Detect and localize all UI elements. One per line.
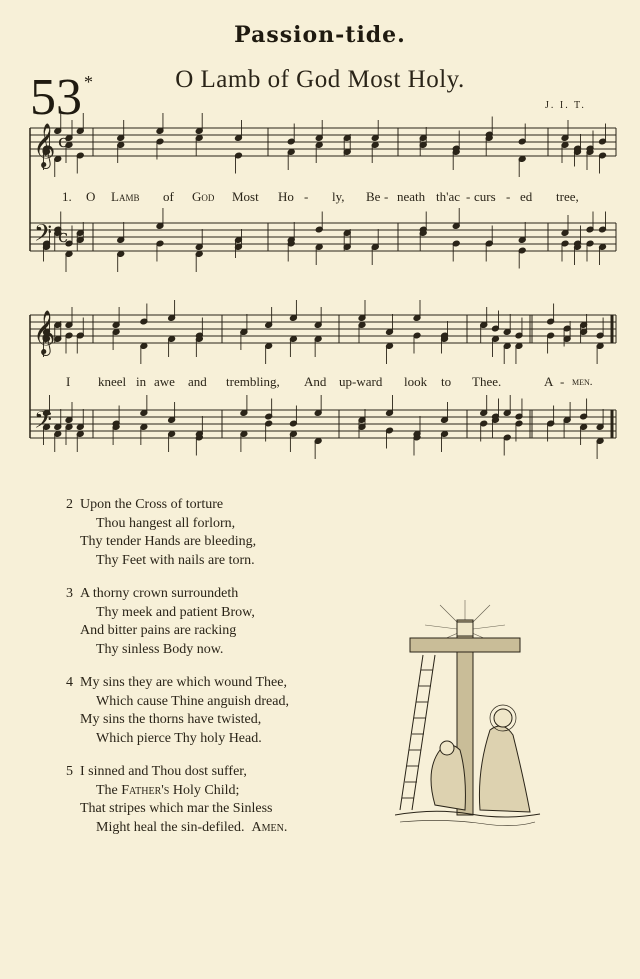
verse-line: Thou hangest all forlorn,: [96, 515, 236, 531]
verse-line: Might heal the sin-defiled. Amen.: [96, 819, 288, 835]
hymn-number-mark: *: [84, 72, 93, 92]
lyric-syllable: O: [86, 189, 96, 204]
lyric-syllable: men.: [572, 376, 593, 388]
verse: [66, 585, 289, 659]
verse-line: Thy sinless Body now.: [96, 641, 224, 657]
lyric-verse-number: 1.: [62, 189, 72, 204]
lyric-syllable: look: [404, 374, 428, 389]
lyric-syllable: to: [441, 374, 452, 389]
verse: [66, 496, 289, 570]
author-initials: J. I. T.: [545, 100, 586, 111]
lyric-syllable: God: [192, 189, 215, 204]
verse-line: 2 Upon the Cross of torture: [66, 496, 289, 515]
verse-line: 5 I sinned and Thou dost suffer,: [66, 763, 289, 782]
lyric-syllable: tree,: [556, 189, 579, 204]
verse-line: 4 My sins they are which wound Thee,: [66, 674, 289, 693]
treble-clef: 𝄞: [33, 310, 56, 354]
lyric-hyphen: -: [384, 189, 389, 204]
verses-block: [66, 496, 289, 852]
lyric-hyphen: -: [560, 374, 565, 389]
verse-number: 3: [66, 586, 73, 601]
lyric-syllable: th'ac: [436, 189, 460, 204]
lyric-syllable: awe: [154, 374, 175, 389]
lyric-syllable: ed: [520, 189, 533, 204]
bass-clef: 𝄢: [34, 219, 53, 252]
bass-clef: 𝄢: [34, 406, 53, 439]
lyric-syllable: in: [136, 374, 147, 389]
verse-line: That stripes which mar the Sinless: [80, 801, 273, 816]
music-score: [0, 0, 640, 480]
verse-line: The Father's Holy Child;: [96, 782, 240, 798]
verse-number: 2: [66, 497, 73, 512]
lyric-syllable: kneel: [98, 374, 127, 389]
lyric-hyphen: -: [466, 189, 471, 204]
lyric-syllable: And: [304, 374, 327, 389]
verse-number: 4: [66, 675, 73, 690]
lyric-syllable: curs: [474, 189, 496, 204]
crucifix-with-kneeling-figures-icon: [395, 600, 545, 840]
lyric-syllable: Lamb: [111, 189, 140, 204]
lyric-syllable: Thee.: [472, 374, 502, 389]
verse-line: Which cause Thine anguish dread,: [96, 693, 289, 709]
lyric-syllable: ly,: [332, 189, 345, 204]
section-title: Passion-tide.: [234, 22, 406, 48]
verse: [66, 763, 289, 837]
hymn-title: O Lamb of God Most Holy.: [175, 66, 465, 93]
verse-line: Which pierce Thy holy Head.: [96, 730, 262, 746]
time-signature: c: [58, 131, 69, 152]
lyric-syllable: trembling,: [226, 374, 280, 389]
lyric-syllable: and: [188, 374, 207, 389]
lyric-syllable: neath: [397, 189, 426, 204]
lyric-hyphen: -: [506, 189, 511, 204]
lyric-syllable: Most: [232, 189, 259, 204]
lyric-hyphen: -: [304, 189, 309, 204]
lyric-syllable: A: [544, 374, 554, 389]
verse-line: And bitter pains are racking: [80, 623, 237, 638]
amen-text: Amen.: [251, 819, 288, 835]
lyric-syllable: up-ward: [339, 374, 383, 389]
verse-line: Thy Feet with nails are torn.: [96, 552, 255, 568]
verse-line: Thy tender Hands are bleeding,: [80, 534, 257, 549]
lyric-syllable: Be: [366, 189, 381, 204]
verse-line: 3 A thorny crown surroundeth: [66, 585, 289, 604]
verse-line: My sins the thorns have twisted,: [80, 712, 262, 727]
lyric-syllable: I: [66, 374, 71, 389]
treble-clef: 𝄞: [33, 123, 56, 167]
lyric-syllable: Ho: [278, 189, 294, 204]
hymn-number: 53: [30, 69, 82, 126]
verse-line: Thy meek and patient Brow,: [96, 604, 255, 620]
verse-number: 5: [66, 764, 73, 779]
verse: [66, 674, 289, 748]
time-signature: c: [58, 226, 69, 247]
lyric-syllable: of: [163, 189, 174, 204]
